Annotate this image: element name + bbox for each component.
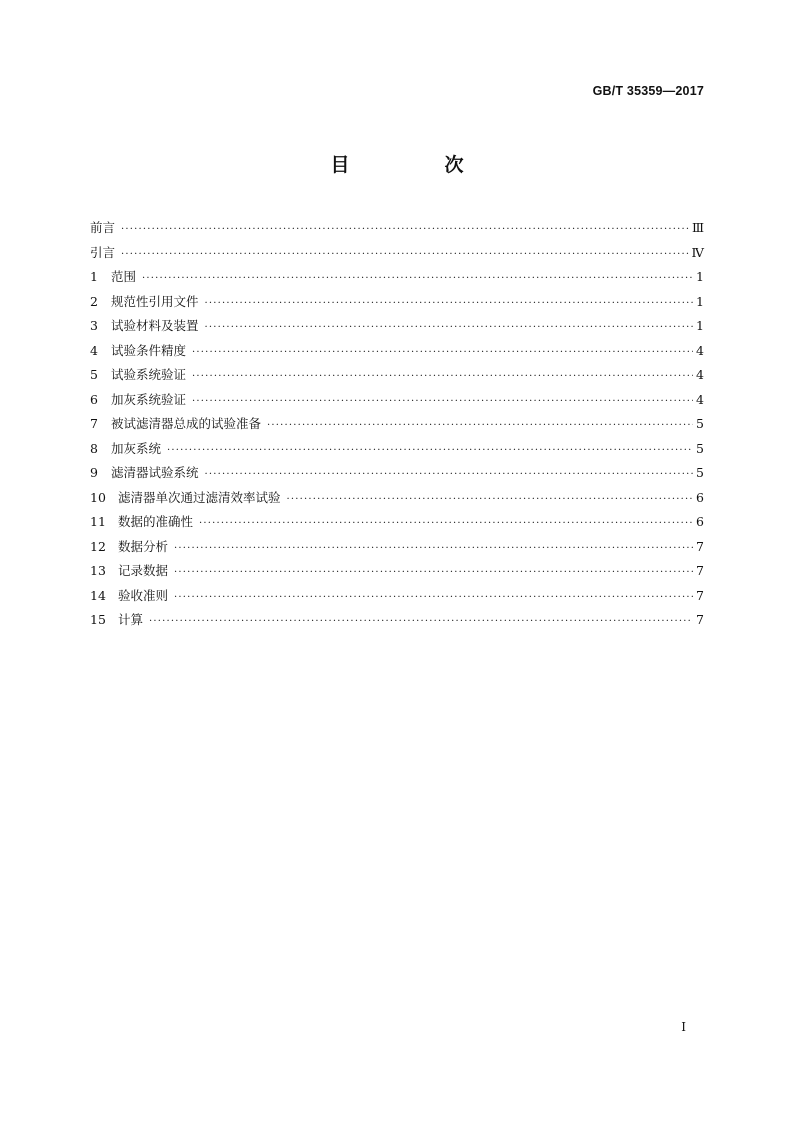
toc-entry-page: 5 (696, 465, 704, 480)
toc-leader-dots (167, 439, 693, 464)
toc-entry-page: 7 (696, 538, 704, 554)
toc-entry-number: 2 (90, 293, 98, 309)
toc-entry-label: 范围 (111, 269, 137, 284)
toc-entry-page: 4 (696, 342, 704, 358)
toc-leader-dots (142, 267, 693, 292)
toc-leader-dots (174, 561, 693, 586)
toc-entry-page: Ⅳ (691, 244, 704, 260)
toc-entry-label: 记录数据 (118, 563, 169, 578)
toc-entry-number: 1 (90, 269, 98, 284)
toc-entry-number: 15 (90, 612, 106, 627)
toc-entry-preface[interactable] (90, 216, 704, 241)
toc-entry-8[interactable] (90, 437, 704, 462)
toc-entry-number: 13 (90, 563, 106, 578)
toc-entry-number: 11 (90, 514, 106, 529)
toc-entry-page: 1 (696, 318, 704, 333)
toc-entry-label: 引言 (90, 244, 116, 260)
toc-entry-number: 14 (90, 587, 106, 603)
toc-entry-label: 加灰系统 (111, 440, 162, 456)
toc-leader-dots (121, 218, 689, 243)
toc-entry-2[interactable] (90, 290, 704, 315)
toc-leader-dots (192, 365, 693, 390)
toc-entry-page: 4 (696, 391, 704, 407)
toc-entry-label: 数据的准确性 (118, 514, 194, 529)
toc-leader-dots (287, 488, 693, 513)
toc-entry-10[interactable] (90, 486, 704, 511)
table-of-contents (90, 216, 704, 633)
toc-leader-dots (192, 341, 693, 366)
toc-entry-label: 试验材料及装置 (111, 318, 199, 333)
toc-entry-number: 10 (90, 489, 106, 505)
toc-entry-page: 5 (696, 416, 704, 431)
toc-entry-label: 试验系统验证 (111, 367, 187, 382)
toc-entry-4[interactable] (90, 339, 704, 364)
toc-entry-page: 6 (696, 514, 704, 529)
toc-entry-page: 6 (696, 489, 704, 505)
toc-leader-dots (149, 610, 693, 635)
toc-entry-3[interactable] (90, 314, 704, 339)
toc-entry-label: 验收准则 (118, 587, 169, 603)
toc-leader-dots (205, 316, 693, 341)
toc-entry-label: 数据分析 (118, 538, 169, 554)
toc-entry-label: 计算 (118, 612, 144, 627)
toc-entry-label: 被试滤清器总成的试验准备 (111, 416, 262, 431)
toc-entry-number: 7 (90, 416, 98, 431)
toc-entry-1[interactable] (90, 265, 704, 290)
toc-entry-page: 5 (696, 440, 704, 456)
toc-entry-6[interactable] (90, 388, 704, 413)
toc-leader-dots (199, 512, 693, 537)
page-title: 目 次 (330, 154, 502, 176)
toc-entry-number: 6 (90, 391, 98, 407)
toc-entry-label: 加灰系统验证 (111, 391, 187, 407)
toc-entry-13[interactable] (90, 559, 704, 584)
toc-entry-14[interactable] (90, 584, 704, 609)
toc-entry-label: 滤清器单次通过滤清效率试验 (118, 489, 281, 505)
toc-entry-number: 4 (90, 342, 98, 358)
standard-code: GB/T 35359—2017 (592, 84, 704, 98)
page-number: Ⅰ (681, 1020, 686, 1034)
toc-leader-dots (205, 463, 693, 488)
toc-entry-page: 7 (696, 587, 704, 603)
toc-entry-15[interactable] (90, 608, 704, 633)
toc-entry-label: 前言 (90, 220, 116, 235)
toc-entry-introduction[interactable] (90, 241, 704, 266)
toc-entry-page: 4 (696, 367, 704, 382)
toc-leader-dots (174, 586, 693, 611)
toc-entry-number: 9 (90, 465, 98, 480)
toc-entry-12[interactable] (90, 535, 704, 560)
toc-entry-number: 3 (90, 318, 98, 333)
toc-leader-dots (205, 292, 693, 317)
toc-leader-dots (174, 537, 693, 562)
toc-entry-11[interactable] (90, 510, 704, 535)
toc-entry-page: 7 (696, 563, 704, 578)
toc-entry-page: 7 (696, 612, 704, 627)
toc-entry-page: Ⅲ (691, 220, 704, 235)
toc-entry-label: 规范性引用文件 (111, 293, 199, 309)
toc-leader-dots (192, 390, 693, 415)
toc-entry-number: 5 (90, 367, 98, 382)
toc-entry-5[interactable] (90, 363, 704, 388)
toc-entry-page: 1 (696, 269, 704, 284)
toc-entry-number: 8 (90, 440, 98, 456)
toc-entry-label: 滤清器试验系统 (111, 465, 199, 480)
toc-entry-9[interactable] (90, 461, 704, 486)
toc-entry-label: 试验条件精度 (111, 342, 187, 358)
toc-entry-7[interactable] (90, 412, 704, 437)
toc-leader-dots (121, 243, 688, 268)
toc-entry-number: 12 (90, 538, 106, 554)
toc-leader-dots (267, 414, 693, 439)
toc-entry-page: 1 (696, 293, 704, 309)
